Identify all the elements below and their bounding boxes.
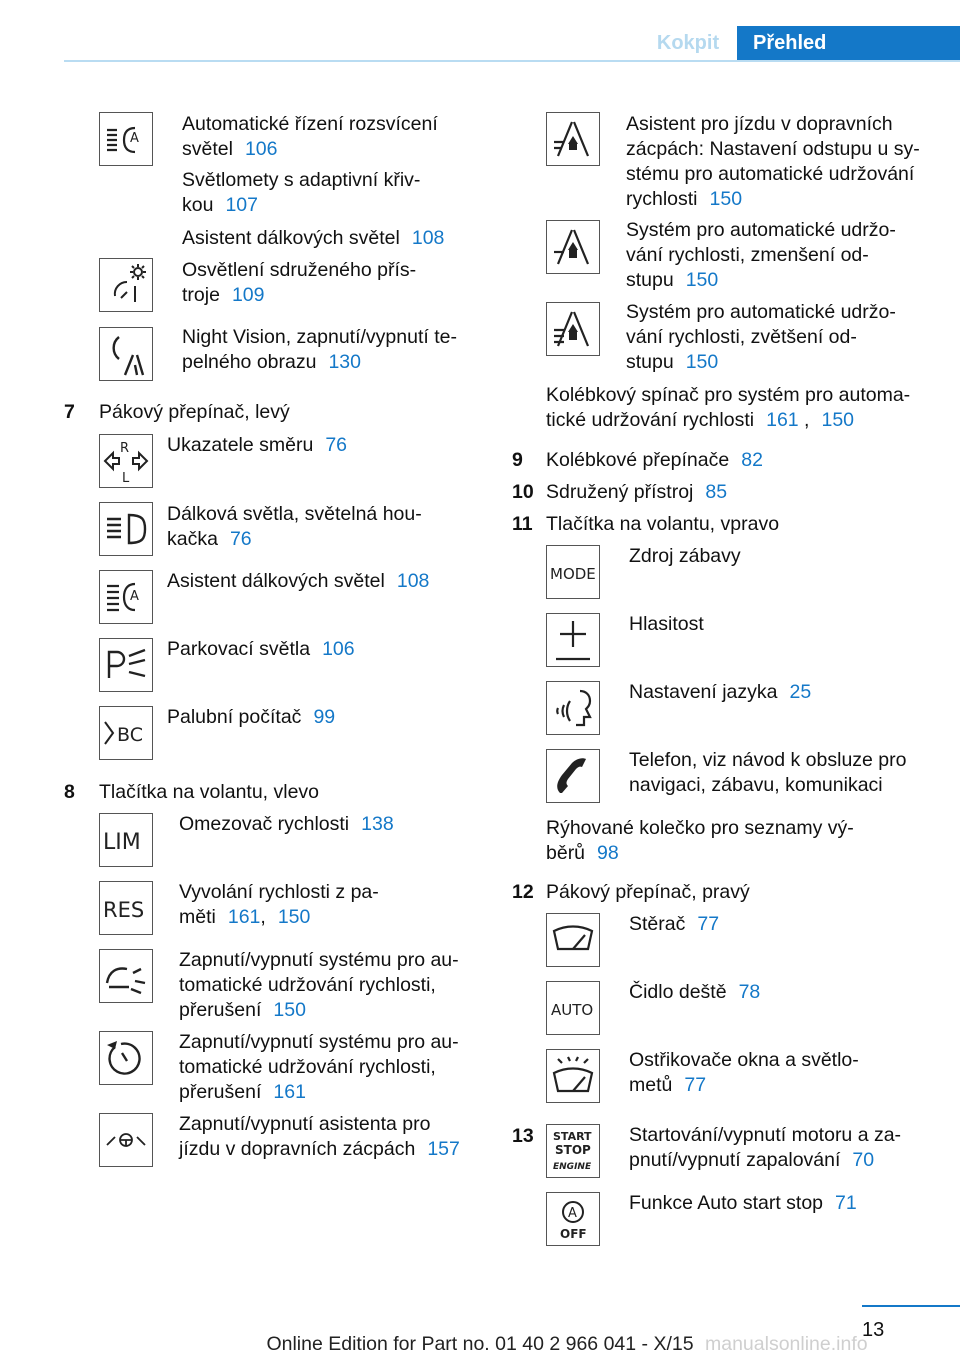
item-traffic-jam-assist: Zapnutí/vypnutí asistenta pro jízdu v dopravních zácpách 157 <box>179 1113 460 1160</box>
page-ref[interactable]: 106 <box>244 138 278 160</box>
item-cruise-toggle-1: Zapnutí/vypnutí systému pro au- tomatické udržování rychlosti, přerušení 150 <box>179 949 459 1021</box>
item-entertainment-source: Zdroj zábavy <box>629 545 741 567</box>
page-ref[interactable]: 161 <box>227 906 261 928</box>
section-title-left-wheel-buttons: Tlačítka na volantu, vlevo <box>99 781 320 803</box>
res-button-icon <box>99 881 153 935</box>
svg-text:A: A <box>568 1206 577 1221</box>
cruise-control-icon <box>99 949 153 1003</box>
svg-text:START: START <box>553 1130 592 1143</box>
svg-text:LIM: LIM <box>103 830 141 855</box>
wiper-icon <box>546 913 600 967</box>
page-ref[interactable]: 106 <box>322 638 355 660</box>
distance-increase-icon <box>546 302 600 356</box>
item-auto-lights: Automatické řízení rozsvícení světel 106 <box>182 113 438 160</box>
auto-start-stop-icon <box>546 1192 600 1246</box>
item-high-beam-assist: Asistent dálkových světel 108 <box>182 227 445 249</box>
page-ref[interactable]: 150 <box>685 351 719 373</box>
page-ref[interactable]: 150 <box>709 188 743 210</box>
page-ref[interactable]: 138 <box>361 813 394 835</box>
lim-button-icon <box>99 813 153 867</box>
page-ref[interactable]: 150 <box>685 269 719 291</box>
item-auto-start-stop: Funkce Auto start stop 71 <box>629 1192 857 1214</box>
svg-text:ENGINE: ENGINE <box>553 1162 592 1172</box>
item-rocker-switch: Kolébkový spínač pro systém pro automa- tické udržování rychlosti 161 , 150 <box>546 384 911 431</box>
washer-icon <box>546 1049 600 1103</box>
section-title-right-lever: Pákový přepínač, pravý <box>546 881 750 903</box>
item-distance-decrease: Systém pro automatické udržo- vání rychlosti, zmenšení od- stupu 150 <box>626 219 896 291</box>
section-title-left-lever: Pákový přepínač, levý <box>99 401 290 423</box>
item-board-computer: Palubní počítač 99 <box>167 706 336 728</box>
section-title-right-wheel-buttons: Tlačítka na volantu, vpravo <box>546 513 780 535</box>
tab-prehled[interactable]: Přehled <box>737 26 960 62</box>
page-ref[interactable]: 85 <box>705 481 728 503</box>
item-thumbwheel: Rýhované kolečko pro seznamy vý- běrů 98 <box>546 817 854 864</box>
page-ref[interactable]: 108 <box>411 227 445 249</box>
item-parking-lights: Parkovací světla 106 <box>167 638 355 660</box>
page-ref[interactable]: 99 <box>313 706 336 728</box>
high-beam-icon <box>99 502 153 556</box>
page-ref[interactable]: 78 <box>738 981 761 1003</box>
item-rain-sensor: Čidlo deště 78 <box>629 981 761 1003</box>
page-ref[interactable]: 98 <box>597 842 619 864</box>
board-computer-icon <box>99 706 153 760</box>
item-high-beam-assist-2: Asistent dálkových světel 108 <box>167 570 430 592</box>
item-turn-signals: Ukazatele směru 76 <box>167 434 348 456</box>
item-number: 8 <box>64 781 75 803</box>
auto-headlight-icon <box>99 112 153 166</box>
distance-decrease-icon <box>546 220 600 274</box>
item-number: 11 <box>512 513 533 535</box>
item-number: 12 <box>512 881 534 903</box>
page-ref[interactable]: 161 <box>766 409 799 431</box>
watermark: manualsonline.info <box>705 1333 868 1355</box>
item-voice-control: Nastavení jazyka 25 <box>629 681 812 703</box>
volume-icon <box>546 613 600 667</box>
page-ref[interactable]: 71 <box>835 1192 857 1214</box>
svg-text:OFF: OFF <box>560 1227 587 1241</box>
item-instrument-lighting: Osvětlení sdruženého přís- troje 109 <box>182 259 417 306</box>
footer-rule <box>862 1305 960 1307</box>
page-ref[interactable]: 108 <box>396 570 430 592</box>
footer-edition: Online Edition for Part no. 01 40 2 966 041 - X/15 <box>266 1333 694 1355</box>
page-ref[interactable]: 76 <box>229 528 252 550</box>
tab-kokpit[interactable]: Kokpit <box>656 32 720 54</box>
item-number: 13 <box>512 1125 534 1147</box>
page-number: 13 <box>862 1319 885 1341</box>
page-ref[interactable]: 107 <box>225 194 258 216</box>
item-resume-speed: Vyvolání rychlosti z pa- měti 161, 150 <box>179 881 379 928</box>
item-high-beam: Dálková světla, světelná hou- kačka 76 <box>167 503 422 550</box>
svg-text:RES: RES <box>103 898 145 922</box>
svg-text:BC: BC <box>117 724 143 746</box>
page-ref[interactable]: 161 <box>273 1081 306 1103</box>
item-phone: Telefon, viz návod k obsluze pro navigaci, zábavu, komunikaci <box>629 749 907 796</box>
item-distance-setting: Asistent pro jízdu v dopravních zácpách: Nastavení odstupu u sy- stému pro automatické udržování rychlosti 150 <box>626 113 920 210</box>
item-distance-increase: Systém pro automatické udržo- vání rychlosti, zvětšení od- stupu 150 <box>626 301 896 373</box>
page-ref[interactable]: 150 <box>821 409 855 431</box>
svg-text:A: A <box>130 589 139 604</box>
start-stop-button-icon <box>546 1124 600 1178</box>
item-speed-limiter: Omezovač rychlosti 138 <box>179 813 394 835</box>
item-instrument-cluster: Sdružený přístroj 85 <box>546 481 728 503</box>
item-adaptive-lights: Světlomety s adaptivní křiv- kou 107 <box>182 169 421 216</box>
svg-text:R: R <box>120 441 130 456</box>
svg-text:MODE: MODE <box>550 565 596 583</box>
page-ref[interactable]: 77 <box>684 1074 707 1096</box>
item-night-vision: Night Vision, zapnutí/vypnutí te- pelného obrazu 130 <box>182 326 457 373</box>
page-ref[interactable]: 77 <box>697 913 720 935</box>
page-ref[interactable]: 70 <box>852 1149 875 1171</box>
traffic-jam-assist-icon <box>99 1113 153 1167</box>
voice-control-icon <box>546 681 600 735</box>
item-number: 7 <box>64 401 75 423</box>
item-rocker-switches: Kolébkové přepínače 82 <box>546 449 763 471</box>
svg-text:A: A <box>130 131 139 146</box>
page-ref[interactable]: 25 <box>789 681 812 703</box>
svg-text:L: L <box>122 471 130 486</box>
turn-signal-icon <box>99 434 153 488</box>
item-washers: Ostřikovače okna a světlo- metů 77 <box>629 1049 859 1096</box>
night-vision-icon <box>99 327 153 381</box>
page-ref[interactable]: 150 <box>277 906 311 928</box>
page-ref[interactable]: 76 <box>325 434 348 456</box>
header-rule <box>64 60 960 62</box>
phone-icon <box>546 749 600 803</box>
distance-setting-icon <box>546 112 600 166</box>
page-ref[interactable]: 157 <box>427 1138 460 1160</box>
page-ref[interactable]: 109 <box>231 284 265 306</box>
svg-text:STOP: STOP <box>555 1143 591 1157</box>
svg-text:AUTO: AUTO <box>551 1001 594 1019</box>
item-number: 9 <box>512 449 523 471</box>
auto-button-icon <box>546 981 600 1035</box>
mode-button-icon <box>546 545 600 599</box>
parking-light-icon <box>99 638 153 692</box>
instrument-lighting-icon <box>99 258 153 312</box>
high-beam-assist-icon <box>99 570 153 624</box>
item-number: 10 <box>512 481 534 503</box>
page-ref[interactable]: 82 <box>741 449 763 471</box>
cruise-gauge-icon <box>99 1031 153 1085</box>
page-ref[interactable]: 130 <box>328 351 361 373</box>
item-volume: Hlasitost <box>629 613 704 635</box>
page-ref[interactable]: 150 <box>273 999 306 1021</box>
item-cruise-toggle-2: Zapnutí/vypnutí systému pro au- tomatické udržování rychlosti, přerušení 161 <box>179 1031 459 1103</box>
item-wiper: Stěrač 77 <box>629 913 720 935</box>
item-start-stop: Startování/vypnutí motoru a za- pnutí/vypnutí zapalování 70 <box>629 1124 902 1171</box>
